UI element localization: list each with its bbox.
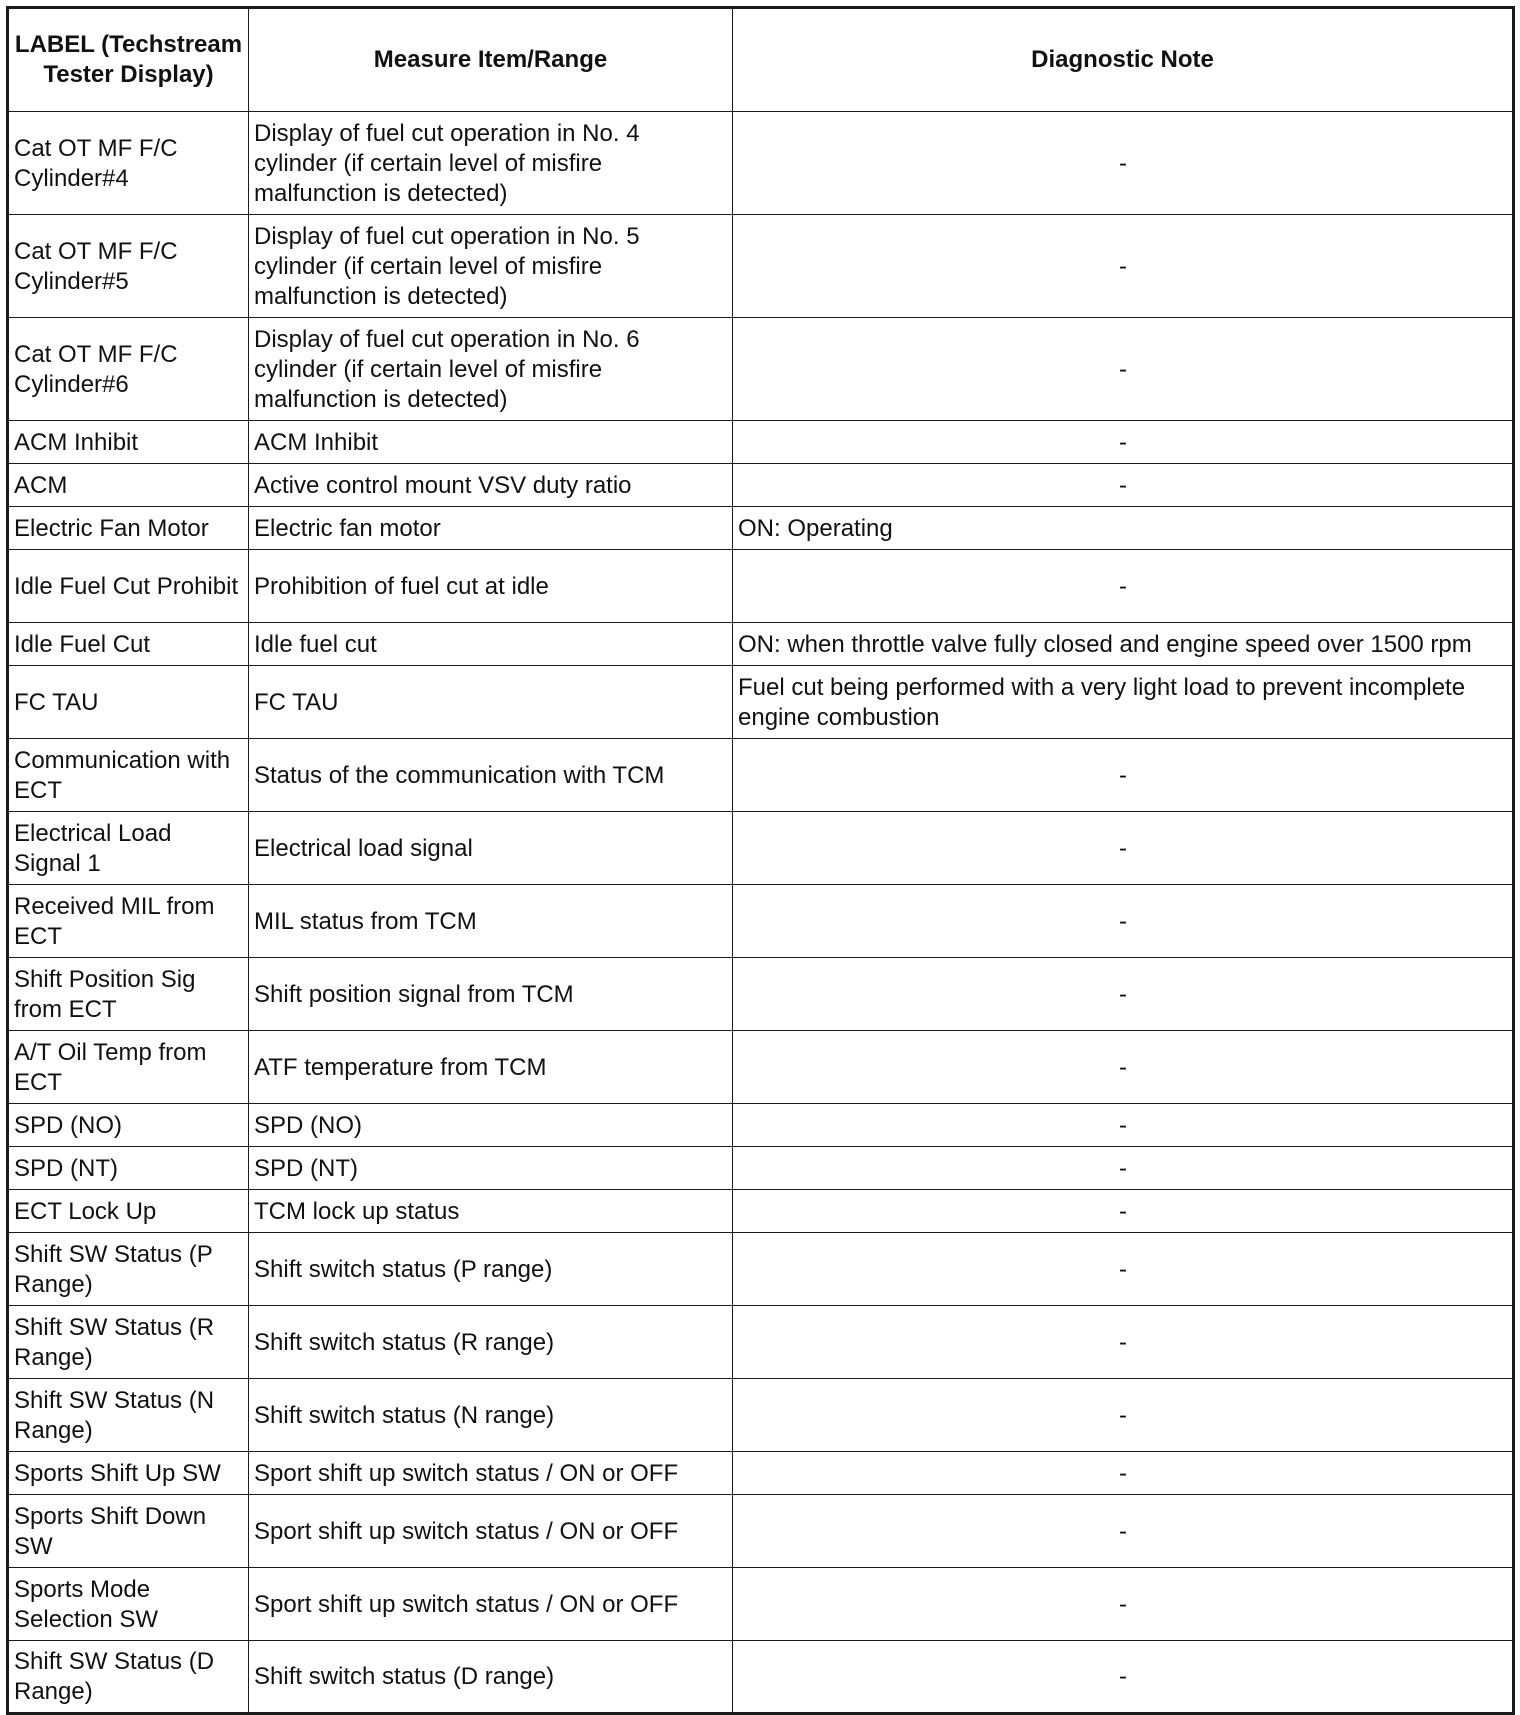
table-row [8,1568,1514,1641]
label-cell: ECT Lock Up [8,1190,249,1233]
table-row [8,1104,1514,1147]
table-row [8,507,1514,550]
measure-cell: FC TAU [249,666,733,739]
measure-cell: ACM Inhibit [249,421,733,464]
note-cell: - [733,739,1514,812]
measure-cell: Electrical load signal [249,812,733,885]
label-cell: Idle Fuel Cut Prohibit [8,550,249,623]
label-cell: Received MIL from ECT [8,885,249,958]
table-row [8,1190,1514,1233]
header-label: LABEL (Techstream Tester Display) [8,8,249,112]
note-cell: - [733,1233,1514,1306]
note-cell: - [733,464,1514,507]
measure-cell: Shift switch status (N range) [249,1379,733,1452]
table-row [8,421,1514,464]
label-cell: SPD (NT) [8,1147,249,1190]
note-cell: - [733,1495,1514,1568]
note-cell: - [733,1031,1514,1104]
label-cell: Shift SW Status (R Range) [8,1306,249,1379]
label-cell: Shift Position Sig from ECT [8,958,249,1031]
table-row [8,550,1514,623]
table-row [8,885,1514,958]
measure-cell: Prohibition of fuel cut at idle [249,550,733,623]
label-cell: Shift SW Status (D Range) [8,1641,249,1714]
note-cell: - [733,958,1514,1031]
note-cell: - [733,812,1514,885]
note-cell: - [733,1104,1514,1147]
note-cell: ON: Operating [733,507,1514,550]
table-row [8,112,1514,215]
measure-cell: Display of fuel cut operation in No. 4 cylinder (if certain level of misfire malfunction is detected) [249,112,733,215]
header-measure-item: Measure Item/Range [249,8,733,112]
table-header-row [8,8,1514,112]
document-sheet [6,6,1512,1715]
note-cell: - [733,215,1514,318]
measure-cell: Shift position signal from TCM [249,958,733,1031]
measure-cell: MIL status from TCM [249,885,733,958]
table-row [8,958,1514,1031]
measure-cell: Sport shift up switch status / ON or OFF [249,1452,733,1495]
measure-cell: Sport shift up switch status / ON or OFF [249,1495,733,1568]
measure-cell: Shift switch status (P range) [249,1233,733,1306]
label-cell: Shift SW Status (N Range) [8,1379,249,1452]
note-cell: - [733,1190,1514,1233]
table-row [8,666,1514,739]
label-cell: A/T Oil Temp from ECT [8,1031,249,1104]
table-row [8,1495,1514,1568]
note-cell: - [733,1379,1514,1452]
measure-cell: TCM lock up status [249,1190,733,1233]
label-cell: ACM [8,464,249,507]
table-row [8,1306,1514,1379]
label-cell: Sports Shift Down SW [8,1495,249,1568]
table-row [8,623,1514,666]
table-row [8,1233,1514,1306]
measure-cell: Shift switch status (R range) [249,1306,733,1379]
note-cell: ON: when throttle valve fully closed and engine speed over 1500 rpm [733,623,1514,666]
header-diagnostic-note: Diagnostic Note [733,8,1514,112]
label-cell: Sports Shift Up SW [8,1452,249,1495]
note-cell: - [733,1306,1514,1379]
label-cell: Cat OT MF F/C Cylinder#6 [8,318,249,421]
table-row [8,1641,1514,1714]
measure-cell: SPD (NO) [249,1104,733,1147]
measure-cell: Sport shift up switch status / ON or OFF [249,1568,733,1641]
measure-cell: Status of the communication with TCM [249,739,733,812]
table-row [8,1031,1514,1104]
note-cell: Fuel cut being performed with a very light load to prevent incomplete engine combustion [733,666,1514,739]
table-row [8,318,1514,421]
label-cell: Sports Mode Selection SW [8,1568,249,1641]
note-cell: - [733,1641,1514,1714]
table-row [8,812,1514,885]
label-cell: Electric Fan Motor [8,507,249,550]
note-cell: - [733,1147,1514,1190]
measure-cell: Electric fan motor [249,507,733,550]
note-cell: - [733,318,1514,421]
diagnostic-data-table [6,6,1515,1715]
measure-cell: Display of fuel cut operation in No. 6 cylinder (if certain level of misfire malfunction is detected) [249,318,733,421]
label-cell: Communication with ECT [8,739,249,812]
note-cell: - [733,1568,1514,1641]
label-cell: FC TAU [8,666,249,739]
label-cell: Cat OT MF F/C Cylinder#5 [8,215,249,318]
measure-cell: Shift switch status (D range) [249,1641,733,1714]
table-row [8,1452,1514,1495]
label-cell: Cat OT MF F/C Cylinder#4 [8,112,249,215]
measure-cell: Idle fuel cut [249,623,733,666]
measure-cell: Active control mount VSV duty ratio [249,464,733,507]
table-row [8,215,1514,318]
note-cell: - [733,885,1514,958]
table-row [8,1147,1514,1190]
label-cell: Shift SW Status (P Range) [8,1233,249,1306]
measure-cell: ATF temperature from TCM [249,1031,733,1104]
note-cell: - [733,112,1514,215]
measure-cell: SPD (NT) [249,1147,733,1190]
table-row [8,464,1514,507]
label-cell: Idle Fuel Cut [8,623,249,666]
label-cell: Electrical Load Signal 1 [8,812,249,885]
note-cell: - [733,550,1514,623]
measure-cell: Display of fuel cut operation in No. 5 cylinder (if certain level of misfire malfunction is detected) [249,215,733,318]
label-cell: SPD (NO) [8,1104,249,1147]
note-cell: - [733,421,1514,464]
table-row [8,739,1514,812]
note-cell: - [733,1452,1514,1495]
table-row [8,1379,1514,1452]
label-cell: ACM Inhibit [8,421,249,464]
